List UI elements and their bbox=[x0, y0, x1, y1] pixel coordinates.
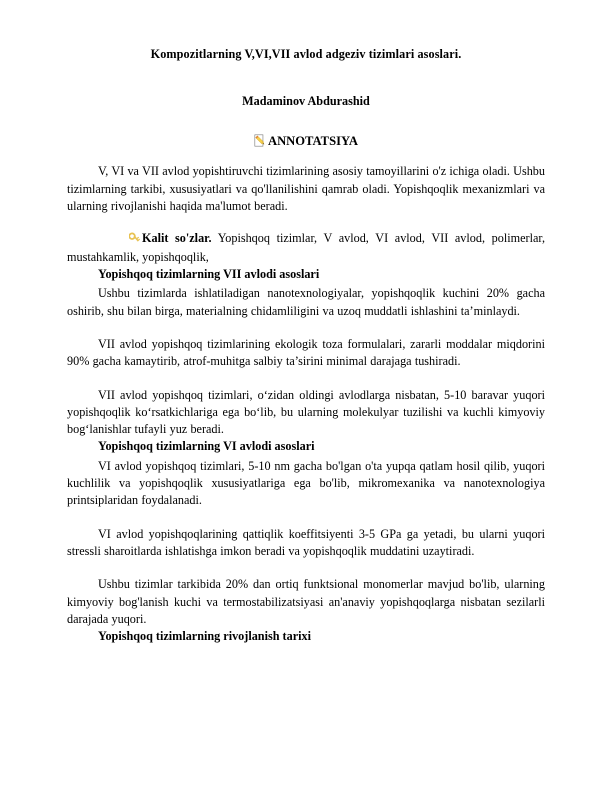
annotation-heading bbox=[67, 134, 545, 151]
section-heading-history: Yopishqoq tizimlarning rivojlanish tarixi bbox=[98, 629, 311, 644]
section-vi-paragraph-1: VI avlod yopishqoq tizimlari, 5-10 nm gacha bo'lgan o'ta yupqa qatlam hosil qilib, yuqori kuchlilik va yopishqoqlik xususiyatlariga ega bo'lib, mikromexanika va nanotexnologiya printsiplaridan foydalanadi. bbox=[67, 458, 545, 508]
page-title: Kompozitlarning V,VI,VII avlod adgeziv tizimlari asoslari. bbox=[150, 47, 462, 61]
keywords-label: Kalit so'zlar. bbox=[142, 231, 212, 246]
section-vii-paragraph-1: Ushbu tizimlarda ishlatiladigan nanotexnologiyalar, yopishqoqlik kuchini 20% gacha oshirib, shu bilan birga, materialning chidamliligini va uzoq muddatli ishlashini ta’minlaydi. bbox=[67, 286, 545, 318]
section-vi-paragraph-3: Ushbu tizimlar tarkibida 20% dan ortiq funktsional monomerlar mavjud bo'lib, ularning kimyoviy bog'lanish kuchi va termostabilizatsiyasi an'anaviy yopishqoqlarga nisbatan sezilarli darajada yuqori. bbox=[67, 577, 545, 627]
section-vii-paragraph-2: VII avlod yopishqoq tizimlarining ekologik toza formulalari, zararli moddalar miqdorini 90% gacha kamaytirib, atrof-muhitga salbiy ta’sirini minimal darajaga tushiradi. bbox=[67, 336, 545, 369]
memo-icon bbox=[254, 134, 267, 151]
keywords-text: Yopishqoq tizimlar, V avlod, VI avlod, VII avlod, polimerlar, mustahkamlik, yopishqoqlik, bbox=[67, 231, 545, 264]
annotation-paragraph: V, VI va VII avlod yopishtiruvchi tizimlarining asosiy tamoyillarini o'z ichiga oladi. Ushbu tizimlarning tarkibi, xususiyatlari va qo'llanilishini qamrab oladi. Yopishqoqlik mexanizmlari va ularning rivojlanishi haqida ma'lumot beradi. bbox=[67, 164, 545, 213]
author-name: Madaminov Abdurashid bbox=[242, 93, 370, 108]
section-vi-paragraph-2: VI avlod yopishqoqlarining qattiqlik koeffitsiyenti 3-5 GPa ga yetadi, bu ularni yuqori stressli sharoitlarda ishlatishga imkon beradi va yopishqoqlik muddatini uzaytiradi. bbox=[67, 526, 545, 559]
section-heading-vii: Yopishqoq tizimlarning VII avlodi asoslari bbox=[98, 266, 320, 281]
section-heading-vi: Yopishqoq tizimlarning VI avlodi asoslari bbox=[98, 439, 315, 454]
annotation-heading-text: ANNOTATSIYA bbox=[267, 134, 359, 149]
section-vii-paragraph-3: VII avlod yopishqoq tizimlari, o‘zidan oldingi avlodlarga nisbatan, 5-10 baravar yuqori yopishqoqlik ko‘rsatkichlariga ega bo‘lib, bu ularning molekulyar tuzilishi va kuchli kimyoviy bog‘lanishlar tufayli yuz beradi. bbox=[67, 387, 545, 437]
key-icon bbox=[98, 230, 142, 248]
keywords-paragraph bbox=[67, 230, 545, 266]
